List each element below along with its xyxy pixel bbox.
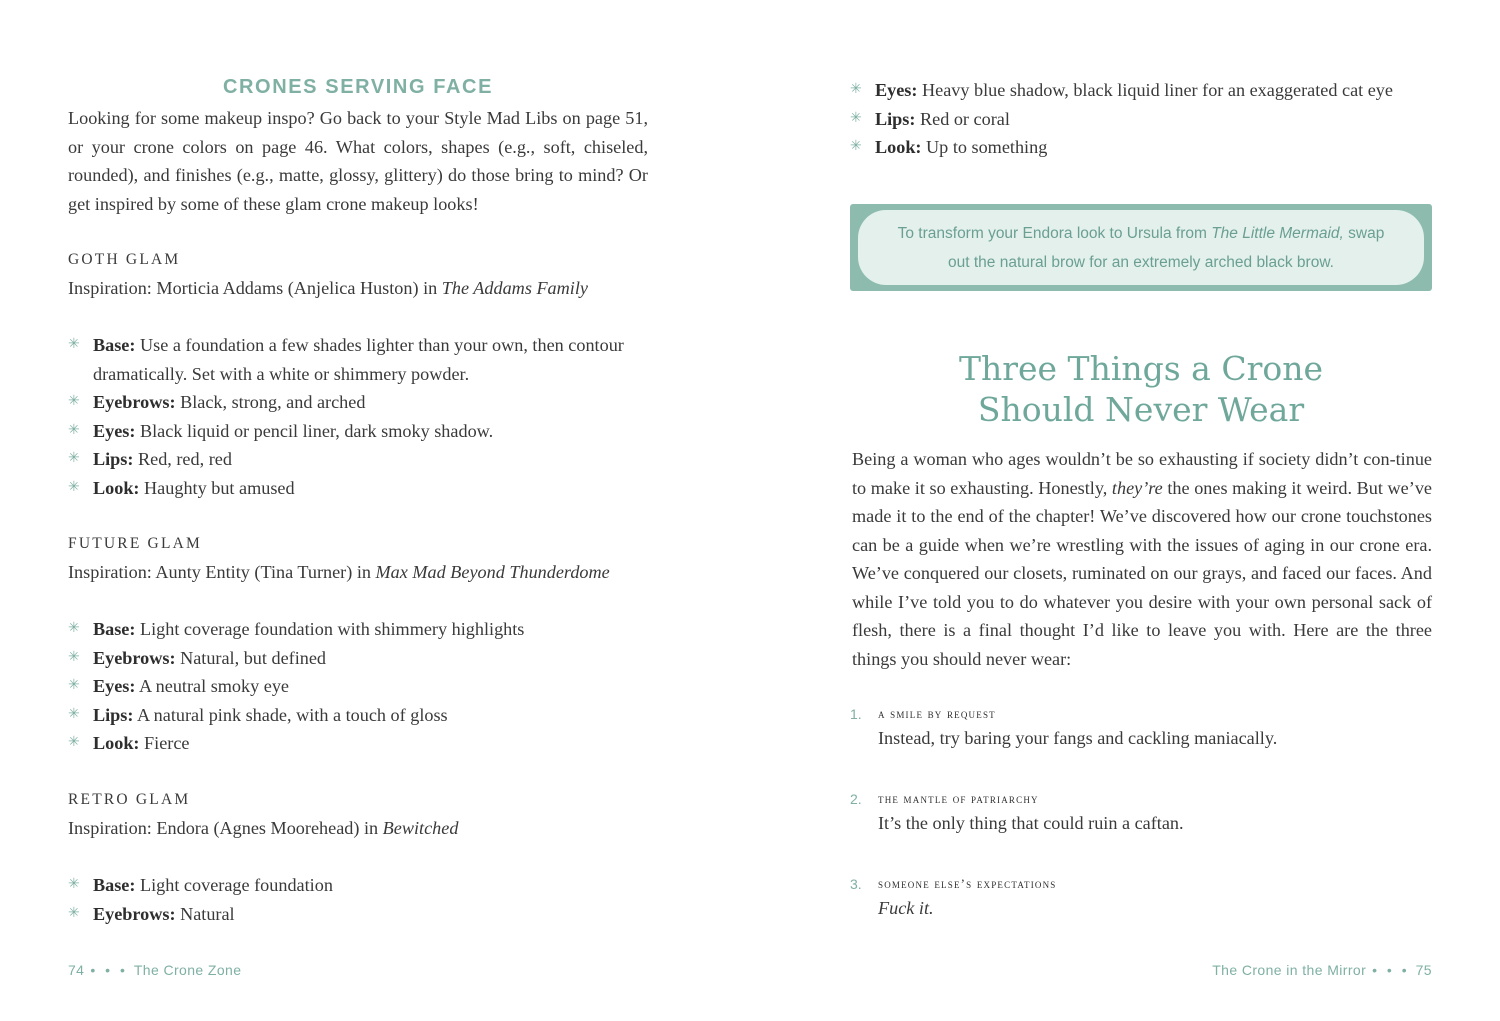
item-label: Eyebrows: [93, 392, 176, 412]
running-head: The Crone Zone [133, 962, 242, 978]
inspiration-future [68, 558, 610, 587]
item-label: Eyes: [875, 80, 918, 100]
list-item [850, 76, 1440, 105]
item-text: A neutral smoky eye [138, 676, 289, 696]
item-heading: a smile by request [878, 706, 996, 721]
asterisk-icon: ✳ [850, 110, 862, 126]
item-text: Black, strong, and arched [180, 392, 366, 412]
asterisk-icon: ✳ [68, 735, 80, 750]
inspiration-retro [68, 814, 458, 843]
inspiration-work: Max Mad Beyond Thunderdome [375, 562, 610, 582]
body-emphasis: they’re [1111, 477, 1163, 498]
list-item [68, 729, 658, 758]
item-label: Look: [875, 137, 922, 157]
running-head: The Crone in the Mirror [1212, 962, 1367, 978]
list-item [68, 417, 658, 446]
footer-dots: • • • [90, 962, 128, 978]
asterisk-icon: ✳ [68, 678, 80, 693]
item-label: Base: [93, 619, 136, 639]
intro-paragraph: Looking for some makeup inspo? Go back to your Style Mad Libs on page 51, or your crone colors on page 46. What colors, shapes (e.g., soft, chiseled, rounded), and finishes (e.g., matte, glossy, glittery) do those bring to mind? Or get inspired by some of these glam crone makeup looks! [68, 108, 648, 214]
footer-dots: • • • [1372, 962, 1410, 978]
callout-line-2: out the natural brow for an extremely arched black brow. [948, 253, 1334, 271]
page-number: 75 [1415, 962, 1432, 978]
item-text: Heavy blue shadow, black liquid liner for an exaggerated cat eye [921, 80, 1393, 100]
item-text: Red, red, red [137, 449, 232, 469]
inspiration-work: The Addams Family [441, 278, 588, 298]
item-label: Look: [93, 477, 140, 498]
section-heading: CRONES SERVING FACE [222, 76, 494, 98]
asterisk-icon: ✳ [68, 337, 80, 352]
asterisk-icon: ✳ [68, 422, 80, 438]
item-label: Base: [93, 335, 136, 355]
asterisk-icon: ✳ [68, 649, 80, 665]
chapter-section-title [850, 348, 1432, 430]
right-footer [1212, 962, 1432, 978]
item-text: A natural pink shade, with a touch of gloss [136, 704, 448, 725]
item-number: 3. [850, 876, 862, 892]
callout-text: To transform your Endora look to Ursula from [897, 224, 1212, 242]
item-text: Natural, but defined [180, 647, 327, 668]
list-item [68, 871, 658, 900]
item-label: Eyes: [93, 676, 136, 696]
item-text: Light coverage foundation [139, 875, 333, 895]
item-heading: someone else’s expectations [878, 876, 1057, 891]
look-title-goth: GOTH GLAM [68, 251, 181, 268]
page-number: 74 [68, 962, 85, 978]
body-text: the ones making it weird. But we’ve made it to the end of the chapter! We’ve discovered how our crone touchstones can be a guide when we’re wrestling with the issues of aging in our crone era. We’ve conquered our closets, ruminated on our grays, and faced our faces. And while I’ve told you to do whatever you desire with your own personal sack of flesh, there is a final thought I’d like to leave you with. Here are the three things you should never wear: [852, 477, 1432, 669]
item-label: Look: [93, 733, 140, 753]
list-item [68, 331, 658, 388]
asterisk-icon: ✳ [68, 905, 80, 921]
list-item [68, 701, 658, 730]
title-line-1: Three Things a Crone [958, 349, 1324, 388]
item-label: Base: [93, 875, 136, 895]
list-item [850, 105, 1440, 134]
item-label: Eyebrows: [93, 647, 176, 668]
list-item [68, 474, 658, 503]
look-title-retro: RETRO GLAM [68, 791, 191, 808]
item-text: Use a foundation a few shades lighter than your own, then contour dramatically. Set with a white or shimmery powder. [93, 335, 624, 384]
goth-list [68, 331, 658, 502]
item-label: Lips: [93, 449, 134, 469]
inspiration-text: Inspiration: Morticia Addams (Anjelica Huston) in [68, 278, 442, 298]
item-number: 1. [850, 706, 862, 722]
item-text: Natural [180, 903, 235, 924]
asterisk-icon: ✳ [850, 139, 862, 154]
item-body: Instead, try baring your fangs and cackling maniacally. [878, 728, 1278, 748]
item-label: Lips: [875, 108, 916, 129]
title-line-2: Should Never Wear [977, 390, 1305, 429]
asterisk-icon: ✳ [68, 621, 80, 636]
list-item [68, 615, 658, 644]
item-text: Fierce [144, 733, 190, 753]
list-item [68, 388, 658, 417]
list-item [68, 900, 658, 929]
item-number: 2. [850, 791, 862, 807]
asterisk-icon: ✳ [68, 877, 80, 892]
retro-list-continued [850, 76, 1440, 162]
callout-text: swap [1343, 224, 1385, 242]
right-page [750, 0, 1500, 1021]
item-body: It’s the only thing that could ruin a caftan. [878, 813, 1184, 833]
item-label: Lips: [93, 704, 134, 725]
inspiration-goth [68, 274, 588, 303]
callout-line-1 [898, 219, 1385, 248]
asterisk-icon: ✳ [850, 82, 862, 97]
body-paragraph [852, 445, 1432, 673]
asterisk-icon: ✳ [68, 451, 80, 466]
item-body: Fuck it. [878, 898, 934, 918]
body-text: Being a woman who ages wouldn’t be so exhausting if society didn’t con-tinue to make it so exhausting. Honestly, [852, 449, 1432, 498]
asterisk-icon: ✳ [68, 479, 80, 495]
item-text: Light coverage foundation with shimmery highlights [139, 619, 525, 639]
item-text: Haughty but amused [144, 477, 295, 498]
future-list [68, 615, 658, 758]
item-label: Eyebrows: [93, 903, 176, 924]
inspiration-text: Inspiration: Aunty Entity (Tina Turner) in [68, 562, 376, 582]
item-heading: the mantle of patriarchy [878, 791, 1039, 806]
callout-body [858, 210, 1424, 285]
retro-list [68, 871, 658, 928]
item-label: Eyes: [93, 420, 136, 441]
inspiration-text: Inspiration: Endora (Agnes Moorehead) in [68, 818, 383, 838]
tip-callout [850, 204, 1432, 291]
list-item [68, 644, 658, 673]
list-item [68, 672, 658, 701]
item-text: Red or coral [919, 108, 1010, 129]
look-title-future: FUTURE GLAM [68, 535, 202, 552]
list-item [850, 133, 1440, 162]
item-text: Up to something [926, 137, 1048, 157]
inspiration-work: Bewitched [382, 818, 459, 838]
asterisk-icon: ✳ [68, 394, 80, 409]
callout-work: The Little Mermaid, [1211, 224, 1344, 242]
item-text: Black liquid or pencil liner, dark smoky shadow. [139, 420, 494, 441]
list-item [68, 445, 658, 474]
left-footer [68, 962, 241, 978]
asterisk-icon: ✳ [68, 706, 80, 722]
